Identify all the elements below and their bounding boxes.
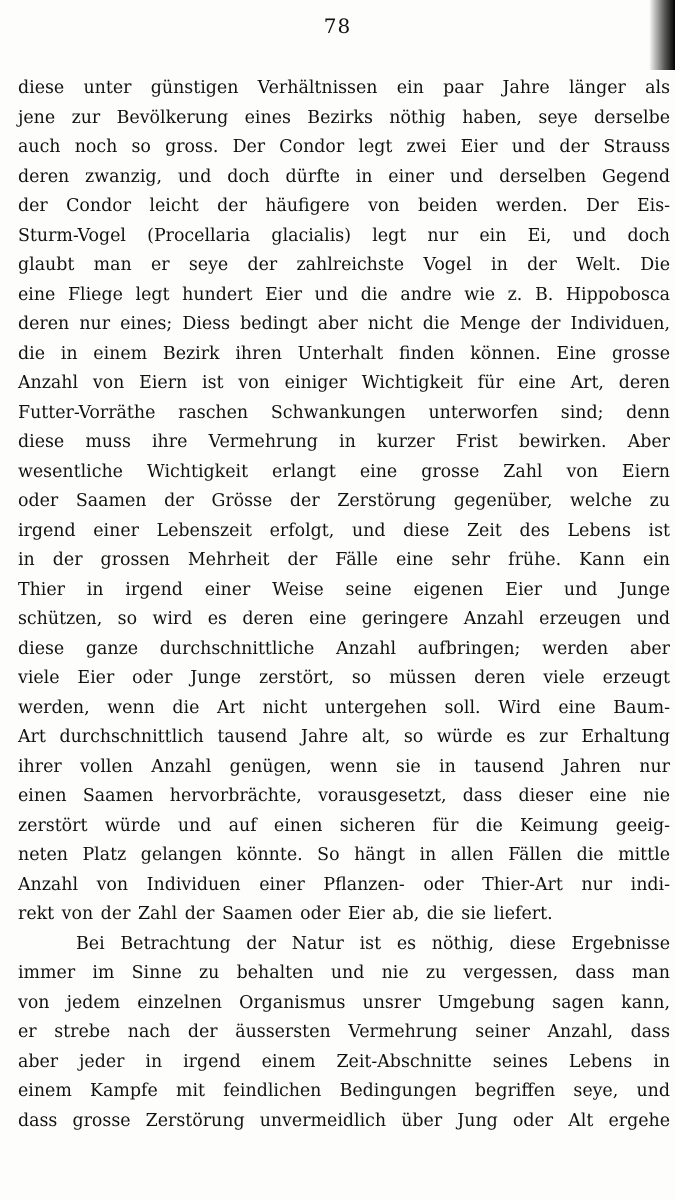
text-line: schützen, so wird es deren eine geringere Anzahl erzeugen und: [18, 609, 670, 629]
text-line: Futter-Vorräthe raschen Schwankungen unterworfen sind; denn: [18, 402, 670, 423]
text-line: Sturm-Vogel (Procellaria glacialis) legt nur ein Ei, und doch: [18, 225, 670, 246]
text-line: eine Fliege legt hundert Eier und die andre wie z. B. Hippobosca: [18, 284, 670, 305]
text-line: rekt von der Zahl der Saamen oder Eier ab, die sie liefert.: [18, 904, 553, 924]
text-line: Thier in irgend einer Weise seine eigenen Eier und Junge: [18, 579, 670, 600]
text-line: einem Kampfe mit feindlichen Bedingungen begriffen seye, und: [18, 1081, 670, 1101]
page-number: 78: [323, 14, 352, 38]
paragraph-2: [18, 930, 670, 1137]
text-line: diese unter günstigen Verhältnissen ein paar Jahre länger als: [18, 78, 670, 98]
text-line: er strebe nach der äussersten Vermehrung seiner Anzahl, dass: [18, 1022, 670, 1042]
text-line: jene zur Bevölkerung eines Bezirks nöthig haben, seye derselbe: [18, 107, 670, 128]
paragraph-1: [18, 74, 670, 930]
text-line: zerstört würde und auf einen sicheren für die Keimung geeig-: [18, 815, 670, 836]
text-line: die in einem Bezirk ihren Unterhalt finden können. Eine grosse: [18, 343, 670, 364]
text-line: auch noch so gross. Der Condor legt zwei Eier und der Strauss: [18, 137, 670, 157]
text-line: Art durchschnittlich tausend Jahre alt, so würde es zur Erhaltung: [18, 727, 670, 747]
text-line: Anzahl von Individuen einer Pflanzen- oder Thier-Art nur indi-: [18, 874, 670, 895]
text-line: irgend einer Lebenszeit erfolgt, und diese Zeit des Lebens ist: [18, 520, 670, 541]
text-line: aber jeder in irgend einem Zeit-Abschnitte seines Lebens in: [18, 1051, 670, 1072]
text-line: diese muss ihre Vermehrung in kurzer Frist bewirken. Aber: [18, 432, 670, 452]
body-text: [18, 74, 670, 1136]
text-line: einen Saamen hervorbrächte, vorausgesetzt, dass dieser eine nie: [18, 786, 670, 806]
text-line: viele Eier oder Junge zerstört, so müssen deren viele erzeugt: [18, 668, 670, 688]
text-line: deren nur eines; Diess bedingt aber nicht die Menge der Individuen,: [18, 314, 670, 334]
text-line: immer im Sinne zu behalten und nie zu vergessen, dass man: [18, 963, 670, 983]
text-line: in der grossen Mehrheit der Fälle eine sehr frühe. Kann ein: [18, 550, 670, 570]
text-line: wesentliche Wichtigkeit erlangt eine grosse Zahl von Eiern: [18, 461, 670, 482]
text-line: deren zwanzig, und doch dürfte in einer und derselben Gegend: [18, 166, 670, 187]
text-line: neten Platz gelangen könnte. So hängt in allen Fällen die mittle: [18, 845, 670, 865]
text-line: ihrer vollen Anzahl genügen, wenn sie in tausend Jahren nur: [18, 756, 670, 777]
text-line: glaubt man er seye der zahlreichste Vogel in der Welt. Die: [18, 255, 670, 275]
text-line: Bei Betrachtung der Natur ist es nöthig, diese Ergebnisse: [76, 933, 670, 954]
text-line: Anzahl von Eiern ist von einiger Wichtigkeit für eine Art, deren: [18, 373, 670, 393]
text-line: oder Saamen der Grösse der Zerstörung gegenüber, welche zu: [18, 491, 670, 511]
text-line: der Condor leicht der häufigere von beiden werden. Der Eis-: [18, 196, 670, 216]
text-line: dass grosse Zerstörung unvermeidlich über Jung oder Alt ergehe: [18, 1110, 670, 1131]
text-line: von jedem einzelnen Organismus unsrer Umgebung sagen kann,: [18, 992, 670, 1013]
text-line: diese ganze durchschnittliche Anzahl aufbringen; werden aber: [18, 638, 670, 659]
text-line: werden, wenn die Art nicht untergehen soll. Wird eine Baum-: [18, 697, 670, 718]
